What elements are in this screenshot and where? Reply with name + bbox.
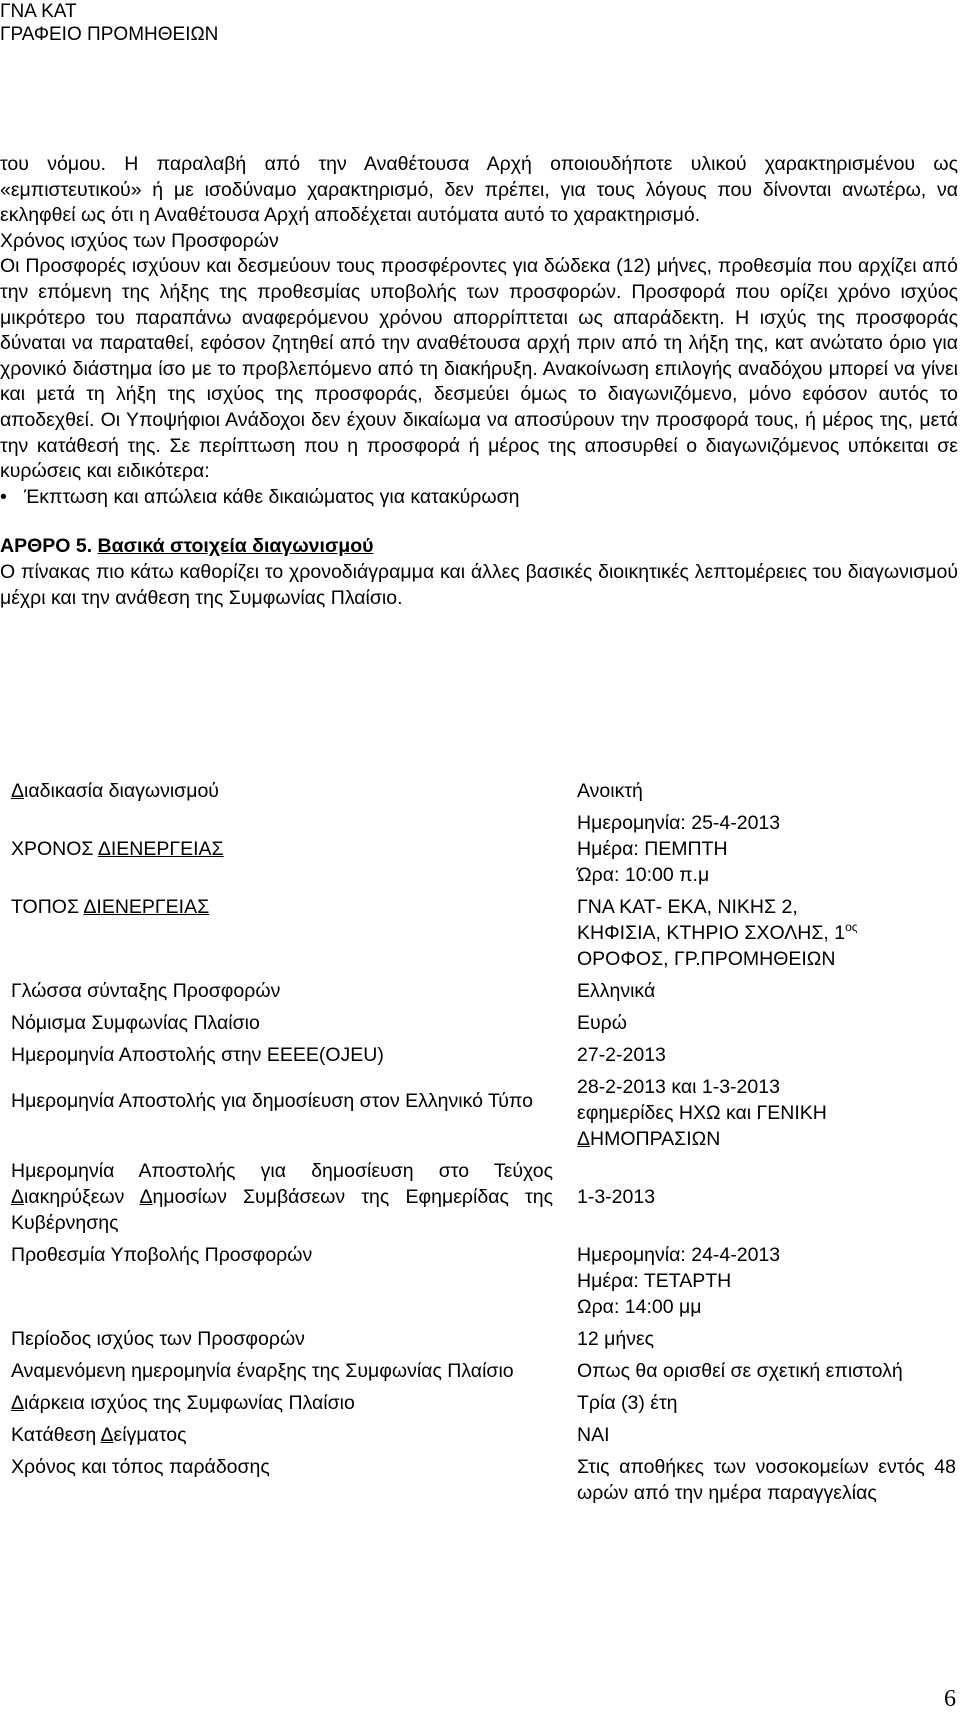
- table-row: [11, 778, 956, 810]
- table-row: [11, 1158, 956, 1242]
- row-label: Χρόνος και τόπος παράδοσης: [11, 1456, 270, 1478]
- table-row: [11, 1074, 956, 1158]
- table-row: [11, 810, 956, 894]
- row-label: ΤΟΠΟΣ ΔΙΕΝΕΡΓΕΙΑΣ: [11, 896, 210, 918]
- row-label: Περίοδος ισχύος των Προσφορών: [11, 1328, 305, 1350]
- row-label: Ημερομηνία Αποστολής για δημοσίευση στο Τεύχος Διακηρύξεων Δημοσίων Συμβάσεων της Εφημερίδας της Κυβέρνησης: [11, 1160, 553, 1234]
- table-row: [11, 894, 956, 978]
- validity-heading: Χρόνος ισχύος των Προσφορών: [0, 229, 279, 252]
- row-value: Ανοικτή: [577, 780, 643, 802]
- row-value: 12 μήνες: [577, 1328, 655, 1350]
- table-row: [11, 1242, 956, 1326]
- row-value: Ημερομηνία: 24-4-2013 Ημέρα: ΤΕΤΑΡΤΗ Ωρα: 14:00 μμ: [577, 1244, 781, 1318]
- row-label: Διάρκεια ισχύος της Συμφωνίας Πλαίσιο: [11, 1392, 355, 1414]
- row-value: Τρία (3) έτη: [577, 1392, 678, 1414]
- header-organization: ΓΝΑ ΚΑΤ: [0, 1, 77, 22]
- row-value: Ελληνικά: [577, 980, 656, 1002]
- row-value: Οπως θα ορισθεί σε σχετική επιστολή: [577, 1360, 903, 1382]
- row-value: Ημερομηνία: 25-4-2013 Ημέρα: ΠΕΜΠΤΗ Ώρα: 10:00 π.μ: [577, 812, 781, 886]
- table-row: [11, 1042, 956, 1074]
- row-value: Στις αποθήκες των νοσοκομείων εντός 48 ωρών από την ημέρα παραγγελίας: [577, 1456, 956, 1504]
- bullet-text: Έκπτωση και απώλεια κάθε δικαιώματος για κατακύρωση: [24, 485, 520, 508]
- row-label: Γλώσσα σύνταξης Προσφορών: [11, 980, 281, 1002]
- row-value: Ευρώ: [577, 1012, 627, 1034]
- table-row: [11, 1326, 956, 1358]
- row-label: Διαδικασία διαγωνισμού: [11, 780, 219, 802]
- bullet-icon: •: [0, 485, 7, 508]
- table-row: [11, 1390, 956, 1422]
- row-label: Προθεσμία Υποβολής Προσφορών: [11, 1244, 313, 1266]
- table-row: [11, 1454, 956, 1512]
- validity-paragraph: Οι Προσφορές ισχύουν και δεσμεύουν τους προσφέροντες για δώδεκα (12) μήνες, προθεσμία που αρχίζει από την επόμενη της λήξης της προθεσμίας υποβολής των προσφορών. Προσφορά που ορίζει χρόνο ισχύος μικρότερο του παραπάνω αναφερόμενου χρόνου απορρίπτεται ως απαράδεκτη. Η ισχύς της προσφοράς δύναται να παραταθεί, εφόσον ζητηθεί από την αναθέτουσα αρχή πριν από τη λήξη της, κατ ανώτατο όριο για χρονικό διάστημα ίσο με το προβλεπόμενο από τη διακήρυξη. Ανακοίνωση επιλογής αναδόχου μπορεί να γίνει και μετά τη λήξη της ισχύος της προσφοράς, δεσμεύει όμως το διαγωνιζόμενο, μόνο εφόσον αυτός το αποδεχθεί. Οι Υποψήφιοι Ανάδοχοι δεν έχουν δικαίωμα να αποσύρουν την προσφορά τους, ή μέρος της, μετά την κατάθεσή της. Σε περίπτωση που η προσφορά ή μέρος της αποσυρθεί ο διαγωνιζόμενος υπόκειται σε κυρώσεις και ειδικότερα:: [0, 255, 958, 483]
- document-header: [0, 0, 218, 46]
- tender-details-table: [11, 778, 956, 1512]
- page-number: 6: [944, 1686, 956, 1712]
- table-row: [11, 1010, 956, 1042]
- row-value: 27-2-2013: [577, 1044, 666, 1066]
- table-row: [11, 1358, 956, 1390]
- bullet-list-item: [0, 485, 958, 511]
- article-title: Βασικά στοιχεία διαγωνισμού: [97, 535, 374, 558]
- article-heading: [0, 534, 958, 560]
- document-body: [0, 152, 958, 611]
- confidentiality-paragraph: του νόμου. Η παραλαβή από την Αναθέτουσα Αρχή οποιουδήποτε υλικού χαρακτηρισμένου ως «εμπιστευτικού» ή με ισοδύναμο χαρακτηρισμό, δεν πρέπει, για τους λόγους που δίνονται ανωτέρω, να εκληφθεί ως ότι η Αναθέτουσα Αρχή αποδέχεται αυτόματα αυτό το χαρακτηρισμό.: [0, 153, 958, 227]
- row-label: Ημερομηνία Αποστολής για δημοσίευση στον Ελληνικό Τύπο: [11, 1090, 533, 1112]
- table-row: [11, 1422, 956, 1454]
- row-label: Ημερομηνία Αποστολής στην ΕΕΕΕ(OJEU): [11, 1044, 384, 1066]
- row-value: 1-3-2013: [577, 1186, 656, 1208]
- row-value: ΝΑΙ: [577, 1424, 610, 1446]
- row-label: Αναμενόμενη ημερομηνία έναρξης της Συμφωνίας Πλαίσιο: [11, 1360, 514, 1382]
- article-label: ΑΡΘΡΟ 5.: [0, 535, 93, 558]
- header-department: ΓΡΑΦΕΙΟ ΠΡΟΜΗΘΕΙΩΝ: [0, 24, 219, 45]
- row-value: 28-2-2013 και 1-3-2013 εφημερίδες ΗΧΩ και ΓΕΝΙΚΗ ΔΗΜΟΠΡΑΣΙΩΝ: [577, 1076, 827, 1150]
- row-label: Κατάθεση Δείγματος: [11, 1424, 187, 1446]
- row-label: Νόμισμα Συμφωνίας Πλαίσιο: [11, 1012, 260, 1034]
- article-intro-paragraph: Ο πίνακας πιο κάτω καθορίζει το χρονοδιάγραμμα και άλλες βασικές διοικητικές λεπτομέρειες του διαγωνισμού μέχρι και την ανάθεση της Συμφωνίας Πλαίσιο.: [0, 560, 958, 609]
- row-label: ΧΡΟΝΟΣ ΔΙΕΝΕΡΓΕΙΑΣ: [11, 838, 224, 860]
- table-row: [11, 978, 956, 1010]
- row-value: ΓΝΑ ΚΑΤ- ΕΚΑ, ΝΙΚΗΣ 2, ΚΗΦΙΣΙΑ, ΚΤΗΡΙΟ ΣΧΟΛΗΣ, $1^{o\varsigma}$ ΟΡΟΦΟΣ, ΓΡ.ΠΡΟΜΗΘΕΙΩΝ: [577, 896, 858, 970]
